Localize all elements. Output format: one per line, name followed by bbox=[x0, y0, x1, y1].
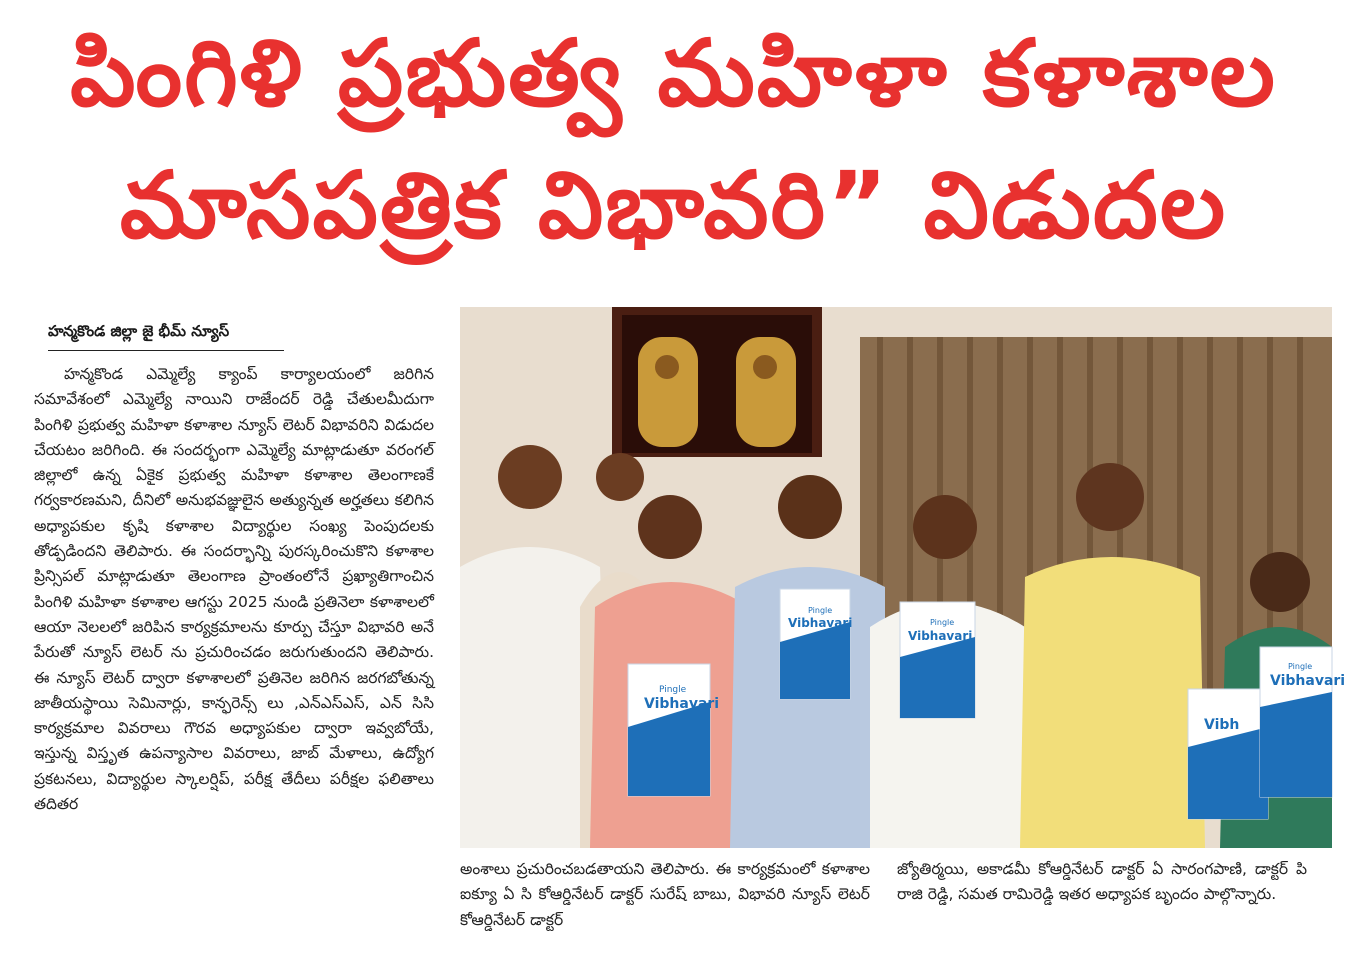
booklet-title-2: Vibhavari bbox=[788, 616, 853, 630]
booklet-title-5: Vibhavari bbox=[1270, 673, 1346, 689]
photo-illustration bbox=[460, 307, 1346, 848]
headline-line-1: పింగిళి ప్రభుత్వ మహిళా కళాశాల bbox=[70, 20, 1277, 127]
booklet-brand-2: Pingle bbox=[808, 606, 833, 615]
booklet-5 bbox=[1260, 647, 1345, 797]
booklet-title-3: Vibhavari bbox=[908, 629, 973, 643]
booklet-title-1: Vibhavari bbox=[644, 696, 720, 712]
booklet-brand-1: Pingle bbox=[659, 685, 687, 695]
news-photo bbox=[460, 307, 1346, 848]
headline-line-2: మాసపత్రిక విభావరి” విడుదల bbox=[119, 152, 1228, 259]
byline: హన్మకొండ జిల్లా జై భీమ్ న్యూస్ bbox=[48, 322, 284, 351]
booklet-4 bbox=[1188, 689, 1268, 819]
booklet-1 bbox=[628, 664, 719, 796]
booklet-brand-5: Pingle bbox=[1288, 662, 1313, 671]
article-body-middle: అంశాలు ప్రచురించబడతాయని తెలిపారు. ఈ కార్యక్రమంలో కళాశాల ఐక్యూ ఏ సి కోఆర్డినేటర్ డాక్టర్ సురేష్ బాబు, విభావరి న్యూస్ లెటర్ కోఆర్డినేటర్ డాక్టర్ bbox=[460, 860, 870, 929]
booklet-2 bbox=[780, 589, 852, 699]
booklet-brand-3: Pingle bbox=[930, 618, 955, 627]
booklet-title-partial: Vibh bbox=[1204, 717, 1240, 733]
booklet-3 bbox=[900, 602, 975, 718]
article-body-right: జ్యోతిర్మయి, అకాడమీ కోఆర్డినేటర్ డాక్టర్ ఏ సారంగపాణి, డాక్టర్ పి రాజి రెడ్డి, సమత రామిరెడ్డి ఇతర అధ్యాపక బృందం పాల్గొన్నారు. bbox=[897, 860, 1307, 904]
article-body-left: హన్మకొండ ఎమ్మెల్యే క్యాంప్ కార్యాలయంలో జరిగిన సమావేశంలో ఎమ్మెల్యే నాయిని రాజేందర్ రెడ్డి చేతులమీదుగా పింగిళి ప్రభుత్వ మహిళా కళాశాల న్యూస్ లెటర్ విభావరిని విడుదల చేయటం జరిగింది. ఈ సందర్భంగా ఎమ్మెల్యే మాట్లాడుతూ వరంగల్ జిల్లాలో ఉన్న ఏకైక ప్రభుత్వ మహిళా కళాశాల తెలంగాణకే గర్వకారణమని, దీనిలో అనుభవజ్ఞులైన అత్యున్నత అర్హతలు కలిగిన అధ్యాపకుల కృషి కళాశాల విద్యార్థుల సంఖ్య పెంపుదలకు తోడ్పడిందని తెలిపారు. ఈ సందర్భాన్ని పురస్కరించుకొని కళాశాల ప్రిన్సిపల్ మాట్లాడుతూ తెలంగాణ ప్రాంతంలోనే ప్రఖ్యాతిగాంచిన పింగిళి మహిళా కళాశాల ఆగస్టు 2025 నుండి ప్రతినెలా కళాశాలలో ఆయా నెలలలో జరిపిన కార్యక్రమాలను కూర్పు చేస్తూ విభావరి అనే పేరుతో న్యూస్ లెటర్ ను ప్రచురించడం జరుగుతుందని తెలిపారు. ఈ న్యూస్ లెటర్ ద్వారా కళాశాలలో ప్రతినెల జరిగిన జరగబోతున్న జాతీయస్థాయి సెమినార్లు, కాన్ఫరెన్స్ లు ,ఎన్ఎస్ఎస్, ఎన్ సిసి కార్యక్రమాల వివరాలు గౌరవ అధ్యాపకుల ద్వారా ఇవ్వబోయే, ఇస్తున్న విస్తృత ఉపన్యాసాల వివరాలు, జాబ్ మేళాలు, ఉద్యోగ ప్రకటనలు, విద్యార్థుల స్కాలర్షిప్, పరీక్ష తేదీలు పరీక్షల ఫలితాలు తదితర bbox=[34, 365, 434, 814]
